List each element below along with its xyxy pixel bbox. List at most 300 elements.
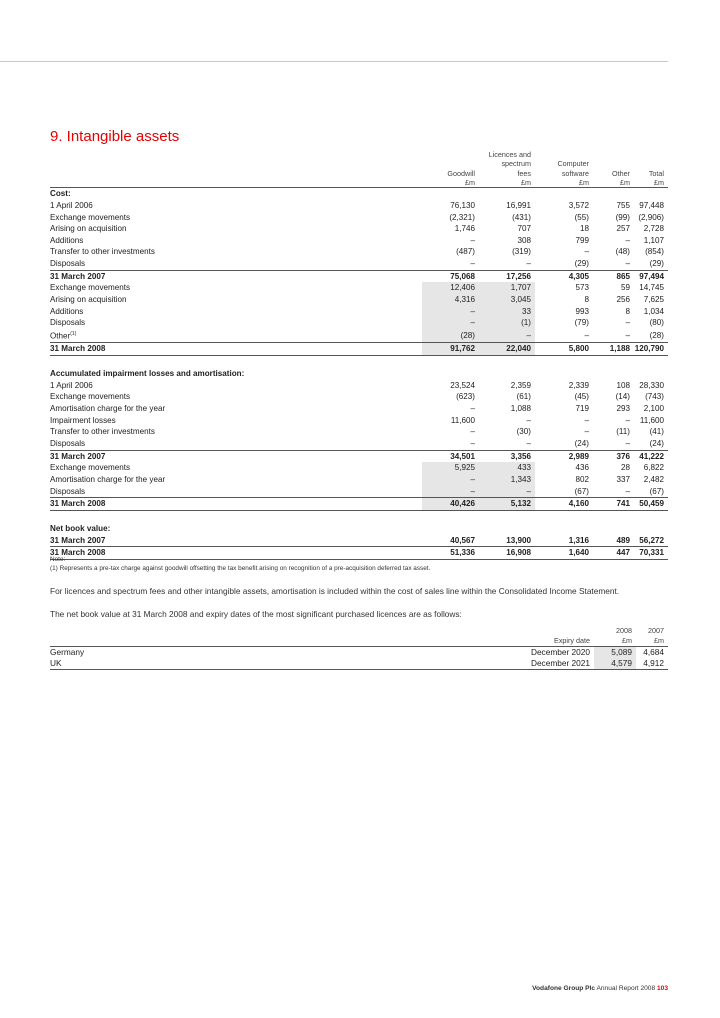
row-label: Exchange movements bbox=[50, 283, 131, 293]
value-cell bbox=[479, 462, 535, 474]
value-cell bbox=[422, 426, 479, 438]
value: 8 bbox=[584, 295, 589, 305]
value-cell bbox=[535, 391, 593, 403]
row-label: 1 April 2006 bbox=[50, 200, 93, 210]
value: (45) bbox=[574, 392, 589, 402]
table-row bbox=[50, 282, 668, 294]
value: – bbox=[526, 486, 531, 496]
value-cell bbox=[422, 535, 479, 547]
value-2008 bbox=[594, 647, 636, 659]
column-header: £m bbox=[535, 178, 593, 188]
header-row bbox=[50, 169, 668, 178]
value: 2,339 bbox=[568, 380, 589, 390]
table-row bbox=[50, 486, 668, 498]
value: (319) bbox=[512, 247, 531, 257]
expiry-date bbox=[460, 658, 594, 670]
value: (14) bbox=[615, 392, 630, 402]
table-row bbox=[50, 462, 668, 474]
value-cell bbox=[593, 317, 634, 329]
value-cell bbox=[422, 317, 479, 329]
value: (11) bbox=[616, 427, 630, 437]
column-header bbox=[634, 150, 668, 159]
intangible-assets-table bbox=[50, 150, 668, 560]
value-cell bbox=[479, 343, 535, 356]
value: (80) bbox=[649, 318, 664, 328]
value: 4,305 bbox=[568, 271, 589, 281]
top-divider bbox=[0, 61, 668, 62]
value-cell bbox=[535, 474, 593, 486]
value-cell bbox=[593, 282, 634, 294]
unit: £m bbox=[654, 636, 664, 645]
value: 1,034 bbox=[643, 306, 664, 316]
row-label: Disposals bbox=[50, 318, 86, 328]
value: (30) bbox=[516, 427, 531, 437]
spacer-row bbox=[50, 356, 668, 369]
header-row bbox=[50, 150, 668, 159]
value-cell bbox=[535, 329, 593, 343]
row-label: Exchange movements bbox=[50, 463, 131, 473]
table-header bbox=[50, 150, 668, 188]
table-row bbox=[50, 498, 668, 511]
value: (623) bbox=[456, 392, 475, 402]
footnote-marker: (1) bbox=[70, 331, 77, 338]
value-cell bbox=[422, 258, 479, 270]
value-cell bbox=[535, 282, 593, 294]
value-cell bbox=[535, 380, 593, 392]
value: 40,567 bbox=[450, 535, 475, 545]
year: 2007 bbox=[648, 626, 664, 635]
value-cell bbox=[535, 547, 593, 560]
value: 3,572 bbox=[568, 200, 589, 210]
expiry-label: Expiry date bbox=[554, 636, 590, 645]
row-label: Arising on acquisition bbox=[50, 224, 127, 234]
value: 8 bbox=[625, 306, 630, 316]
spacer-cell bbox=[50, 356, 668, 369]
value: 2,100 bbox=[643, 404, 664, 414]
table-row bbox=[50, 343, 668, 356]
header-label-cell bbox=[50, 178, 422, 188]
page-number: 103 bbox=[656, 985, 668, 992]
header-label-cell bbox=[50, 150, 422, 159]
section-heading-row bbox=[50, 368, 668, 380]
table-row bbox=[50, 200, 668, 212]
value-cell bbox=[634, 282, 668, 294]
value-cell bbox=[535, 450, 593, 462]
unit: £m bbox=[622, 636, 632, 645]
value: 4,912 bbox=[643, 658, 664, 668]
value-cell bbox=[634, 450, 668, 462]
header-label-cell bbox=[50, 169, 422, 178]
value: – bbox=[470, 427, 475, 437]
value: 447 bbox=[616, 548, 630, 558]
value-cell bbox=[593, 306, 634, 318]
section-heading-row bbox=[50, 188, 668, 200]
value-cell bbox=[479, 498, 535, 511]
value: 18 bbox=[579, 224, 589, 234]
value-cell bbox=[535, 462, 593, 474]
row-label: 31 March 2008 bbox=[50, 498, 422, 511]
section-heading: Cost: bbox=[50, 189, 71, 199]
value-cell bbox=[634, 317, 668, 329]
value: (28) bbox=[460, 330, 475, 340]
value-cell bbox=[479, 403, 535, 415]
value: 59 bbox=[620, 283, 630, 293]
value: 337 bbox=[616, 474, 630, 484]
value: – bbox=[625, 439, 630, 448]
value: 51,336 bbox=[450, 548, 475, 558]
value: – bbox=[625, 330, 630, 340]
value-cell bbox=[634, 380, 668, 392]
value-cell bbox=[634, 329, 668, 343]
value: 5,800 bbox=[568, 344, 589, 354]
value: (1) bbox=[521, 318, 531, 328]
value-cell bbox=[634, 343, 668, 356]
table-row bbox=[50, 317, 668, 329]
column-header: Other bbox=[612, 168, 630, 178]
value-cell bbox=[634, 547, 668, 560]
column-header: Licences and bbox=[488, 150, 531, 159]
table-row bbox=[50, 403, 668, 415]
value: (67) bbox=[574, 486, 589, 496]
year: 2008 bbox=[616, 626, 632, 635]
value: – bbox=[470, 404, 475, 414]
value-cell bbox=[535, 535, 593, 547]
value-cell bbox=[593, 450, 634, 462]
column-header bbox=[422, 159, 479, 168]
value: – bbox=[470, 474, 475, 484]
section-heading-row bbox=[50, 523, 668, 535]
unit-header bbox=[594, 636, 636, 647]
row-label: Arising on acquisition bbox=[50, 295, 127, 305]
value: 755 bbox=[616, 200, 630, 210]
value: 70,331 bbox=[639, 548, 664, 558]
column-header bbox=[535, 150, 593, 159]
row-label: Additions bbox=[50, 306, 84, 316]
value: – bbox=[470, 318, 475, 328]
table-row bbox=[50, 270, 668, 282]
value: 4,160 bbox=[568, 499, 589, 509]
value: 1,316 bbox=[568, 535, 589, 545]
value-cell bbox=[535, 270, 593, 282]
value-cell bbox=[634, 306, 668, 318]
licence-header-row bbox=[50, 626, 668, 636]
value: 799 bbox=[575, 235, 589, 245]
value-cell bbox=[634, 294, 668, 306]
value: (743) bbox=[645, 392, 664, 402]
value-cell bbox=[634, 426, 668, 438]
table-row bbox=[50, 415, 668, 427]
row-label: Amortisation charge for the year bbox=[50, 474, 166, 484]
value: (79) bbox=[574, 318, 589, 328]
value: 16,908 bbox=[506, 548, 531, 558]
value: 76,130 bbox=[450, 200, 475, 210]
value: 573 bbox=[575, 283, 589, 293]
column-header: £m bbox=[634, 178, 668, 188]
value-cell bbox=[634, 498, 668, 511]
value-cell bbox=[593, 415, 634, 427]
licences-table bbox=[50, 626, 668, 670]
value-cell bbox=[535, 438, 593, 450]
value-cell bbox=[479, 486, 535, 498]
value: 802 bbox=[575, 474, 589, 484]
value-cell bbox=[535, 294, 593, 306]
value: (48) bbox=[615, 247, 630, 257]
spacer-row bbox=[50, 510, 668, 523]
value-cell bbox=[422, 282, 479, 294]
value-2007 bbox=[636, 647, 668, 659]
expiry: December 2020 bbox=[530, 647, 590, 657]
row-label: Amortisation charge for the year bbox=[50, 404, 166, 414]
value: – bbox=[625, 486, 630, 496]
value: 1,640 bbox=[568, 548, 589, 558]
value-cell bbox=[634, 258, 668, 270]
value: 14,745 bbox=[639, 283, 664, 293]
value: – bbox=[470, 486, 475, 496]
header-row bbox=[50, 159, 668, 168]
value-cell bbox=[479, 306, 535, 318]
column-header: £m bbox=[422, 178, 479, 188]
value-cell bbox=[634, 235, 668, 247]
row-label: Disposals bbox=[50, 486, 86, 496]
value: – bbox=[470, 306, 475, 316]
value-cell bbox=[422, 450, 479, 462]
value-cell bbox=[593, 329, 634, 343]
section-title: 9. Intangible assets bbox=[50, 128, 180, 145]
value-cell bbox=[593, 380, 634, 392]
value: 436 bbox=[575, 463, 589, 473]
value-cell bbox=[479, 474, 535, 486]
country: Germany bbox=[50, 647, 85, 657]
value-cell bbox=[593, 258, 634, 270]
value: (487) bbox=[456, 247, 475, 257]
value-cell bbox=[422, 212, 479, 224]
value-cell bbox=[593, 235, 634, 247]
column-header bbox=[593, 150, 634, 159]
value-cell bbox=[593, 438, 634, 450]
value-cell bbox=[593, 391, 634, 403]
value: 28,330 bbox=[639, 380, 664, 390]
value: (854) bbox=[645, 247, 664, 257]
value-cell bbox=[593, 343, 634, 356]
value: (24) bbox=[574, 439, 589, 448]
value-cell bbox=[634, 462, 668, 474]
value-cell bbox=[479, 212, 535, 224]
value-cell bbox=[593, 474, 634, 486]
row-label: Exchange movements bbox=[50, 392, 131, 402]
licence-row bbox=[50, 647, 668, 659]
value-cell bbox=[634, 200, 668, 212]
value-cell bbox=[593, 547, 634, 560]
table-row bbox=[50, 223, 668, 235]
value: – bbox=[584, 247, 589, 257]
value-cell bbox=[634, 223, 668, 235]
value-cell bbox=[422, 380, 479, 392]
value: 33 bbox=[521, 306, 531, 316]
value-cell bbox=[634, 403, 668, 415]
value: – bbox=[584, 330, 589, 340]
note-text: (1) Represents a pre-tax charge against goodwill offsetting the tax benefit arising on recognition of a pre-acquisition deferred tax asset. bbox=[50, 565, 431, 572]
value-cell bbox=[593, 200, 634, 212]
row-label: Disposals bbox=[50, 439, 86, 448]
value-cell bbox=[422, 403, 479, 415]
value: 1,707 bbox=[510, 283, 531, 293]
value: 23,524 bbox=[450, 380, 475, 390]
value-cell bbox=[593, 426, 634, 438]
value-cell bbox=[479, 258, 535, 270]
row-label: Impairment losses bbox=[50, 415, 116, 425]
value-cell bbox=[422, 270, 479, 282]
column-header bbox=[593, 159, 634, 168]
licence-row bbox=[50, 658, 668, 670]
spacer-cell bbox=[50, 510, 668, 523]
column-header: fees bbox=[517, 168, 531, 178]
value-cell bbox=[634, 474, 668, 486]
value: 2,482 bbox=[643, 474, 664, 484]
header-row bbox=[50, 178, 668, 188]
value-cell bbox=[535, 317, 593, 329]
value: 5,925 bbox=[454, 463, 475, 473]
value-cell bbox=[634, 246, 668, 258]
value-cell bbox=[479, 380, 535, 392]
value-cell bbox=[535, 258, 593, 270]
value-2008 bbox=[594, 658, 636, 670]
value: – bbox=[625, 235, 630, 245]
value-cell bbox=[593, 403, 634, 415]
value-cell bbox=[479, 294, 535, 306]
value-cell bbox=[479, 329, 535, 343]
row-label: Additions bbox=[50, 235, 84, 245]
value-cell bbox=[535, 486, 593, 498]
value-cell bbox=[535, 306, 593, 318]
footer-report: Annual Report 2008 bbox=[595, 985, 657, 992]
value: (41) bbox=[649, 427, 664, 437]
value-cell bbox=[479, 317, 535, 329]
value-cell bbox=[422, 329, 479, 343]
expiry-header bbox=[460, 636, 594, 647]
row-label: Exchange movements bbox=[50, 212, 131, 222]
value-cell bbox=[593, 223, 634, 235]
row-label: 31 March 2008 bbox=[50, 547, 422, 560]
year-header bbox=[636, 626, 668, 636]
country: UK bbox=[50, 658, 460, 670]
value: 97,448 bbox=[639, 200, 664, 210]
value: 2,728 bbox=[643, 224, 664, 234]
table-row bbox=[50, 306, 668, 318]
value: 1,188 bbox=[609, 344, 630, 354]
value-cell bbox=[479, 200, 535, 212]
value-cell bbox=[479, 415, 535, 427]
value: 741 bbox=[616, 499, 630, 509]
value-cell bbox=[479, 426, 535, 438]
value-cell bbox=[593, 246, 634, 258]
value-cell bbox=[479, 450, 535, 462]
value: (61) bbox=[516, 392, 531, 402]
value: 56,272 bbox=[639, 535, 664, 545]
value-cell bbox=[479, 282, 535, 294]
value-cell bbox=[479, 270, 535, 282]
value-cell bbox=[634, 270, 668, 282]
value-cell bbox=[422, 474, 479, 486]
value: 707 bbox=[517, 224, 531, 234]
column-header: Goodwill bbox=[447, 168, 475, 178]
value: 12,406 bbox=[450, 283, 475, 293]
value-cell bbox=[593, 535, 634, 547]
value: 11,600 bbox=[639, 415, 664, 425]
table-row bbox=[50, 235, 668, 247]
value-cell bbox=[535, 246, 593, 258]
value: 4,316 bbox=[454, 295, 475, 305]
value-cell bbox=[634, 212, 668, 224]
value: – bbox=[526, 259, 531, 269]
value: – bbox=[625, 259, 630, 269]
value: – bbox=[470, 235, 475, 245]
value: 17,256 bbox=[506, 271, 531, 281]
value-cell bbox=[535, 426, 593, 438]
note-heading: Note: bbox=[50, 556, 66, 563]
table-row bbox=[50, 258, 668, 270]
value: 7,625 bbox=[643, 295, 664, 305]
header-label-cell bbox=[50, 159, 422, 168]
value-cell bbox=[535, 498, 593, 511]
value-cell bbox=[479, 223, 535, 235]
table-row bbox=[50, 450, 668, 462]
header-spacer bbox=[460, 626, 594, 636]
value-cell bbox=[634, 391, 668, 403]
value: – bbox=[625, 318, 630, 328]
value: 11,600 bbox=[450, 415, 475, 425]
value-cell bbox=[422, 235, 479, 247]
header-spacer bbox=[50, 626, 460, 636]
value-cell bbox=[593, 462, 634, 474]
value: 75,068 bbox=[450, 271, 475, 281]
value: 376 bbox=[616, 451, 630, 461]
value-cell bbox=[422, 498, 479, 511]
value: – bbox=[470, 439, 475, 448]
value-cell bbox=[593, 498, 634, 511]
value: 50,459 bbox=[639, 499, 664, 509]
value: 4,579 bbox=[611, 658, 632, 668]
value: 40,426 bbox=[450, 499, 475, 509]
value-cell bbox=[422, 223, 479, 235]
value-cell bbox=[479, 438, 535, 450]
value: 489 bbox=[616, 535, 630, 545]
value: 13,900 bbox=[506, 535, 531, 545]
value-cell bbox=[634, 415, 668, 427]
value-cell bbox=[422, 200, 479, 212]
value: 256 bbox=[616, 295, 630, 305]
section-heading: Net book value: bbox=[50, 523, 111, 533]
value-cell bbox=[422, 306, 479, 318]
value-cell bbox=[535, 415, 593, 427]
licence-header-row bbox=[50, 636, 668, 647]
amortisation-paragraph: For licences and spectrum fees and other intangible assets, amortisation is included within the cost of sales line within the Consolidated Income Statement. bbox=[50, 586, 620, 596]
value-cell bbox=[535, 235, 593, 247]
row-label: 31 March 2007 bbox=[50, 270, 422, 282]
footer-brand: Vodafone Group Plc bbox=[532, 985, 596, 992]
value: 4,684 bbox=[643, 647, 664, 657]
table-row bbox=[50, 474, 668, 486]
value: 865 bbox=[616, 271, 630, 281]
row-label: Disposals bbox=[50, 259, 86, 269]
column-header: £m bbox=[479, 178, 535, 188]
value: 293 bbox=[616, 404, 630, 414]
value: 108 bbox=[616, 380, 630, 390]
value: (2,906) bbox=[638, 212, 664, 222]
row-label: Transfer to other investments bbox=[50, 427, 155, 437]
table-row bbox=[50, 246, 668, 258]
value: 719 bbox=[575, 404, 589, 414]
value: 16,991 bbox=[506, 200, 531, 210]
